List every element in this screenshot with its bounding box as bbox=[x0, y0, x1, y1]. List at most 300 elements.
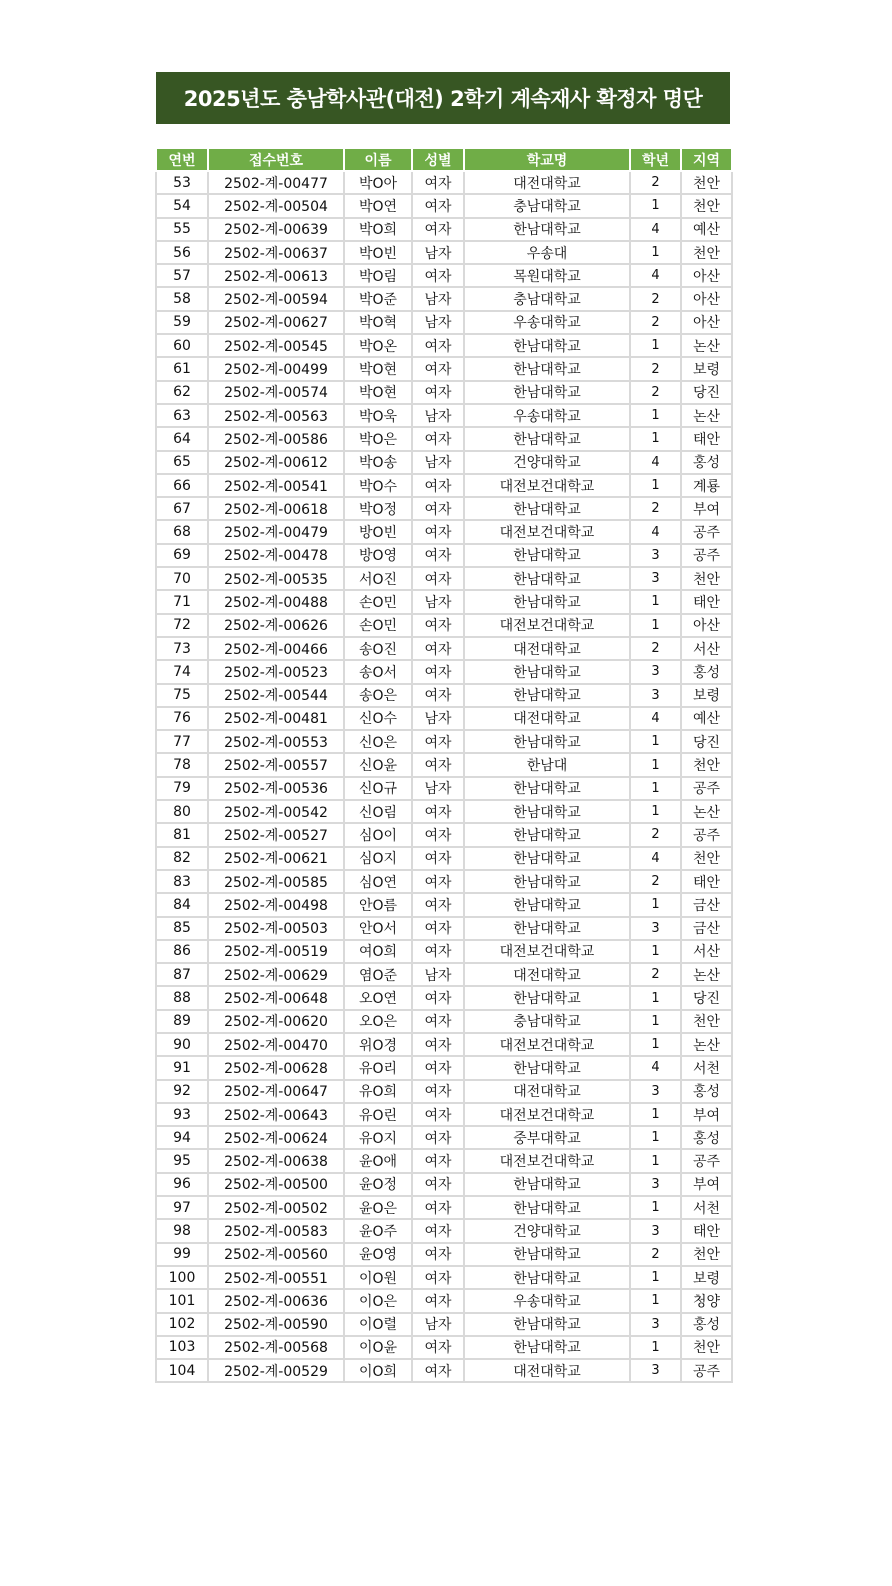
cell-grade: 2 bbox=[630, 171, 681, 194]
cell-grade: 4 bbox=[630, 707, 681, 730]
cell-number: 93 bbox=[156, 1103, 208, 1126]
cell-name: 신O수 bbox=[344, 707, 412, 730]
table-row bbox=[156, 357, 732, 380]
cell-receipt-number: 2502-계-00541 bbox=[208, 474, 344, 497]
cell-name: 윤O애 bbox=[344, 1149, 412, 1172]
table-row bbox=[156, 520, 732, 543]
cell-name: 서O진 bbox=[344, 567, 412, 590]
cell-receipt-number: 2502-계-00563 bbox=[208, 404, 344, 427]
cell-school: 우송대학교 bbox=[464, 1289, 630, 1312]
cell-region: 홍성 bbox=[681, 1313, 732, 1336]
cell-gender: 여자 bbox=[412, 730, 464, 753]
cell-gender: 여자 bbox=[412, 1103, 464, 1126]
cell-name: 위O경 bbox=[344, 1033, 412, 1056]
cell-name: 박O희 bbox=[344, 218, 412, 241]
cell-number: 70 bbox=[156, 567, 208, 590]
cell-grade: 1 bbox=[630, 1149, 681, 1172]
cell-receipt-number: 2502-계-00639 bbox=[208, 218, 344, 241]
cell-region: 천안 bbox=[681, 1010, 732, 1033]
cell-receipt-number: 2502-계-00536 bbox=[208, 777, 344, 800]
cell-name: 유O린 bbox=[344, 1103, 412, 1126]
cell-number: 67 bbox=[156, 497, 208, 520]
cell-receipt-number: 2502-계-00503 bbox=[208, 917, 344, 940]
cell-grade: 1 bbox=[630, 1033, 681, 1056]
cell-number: 64 bbox=[156, 427, 208, 450]
cell-region: 예산 bbox=[681, 707, 732, 730]
cell-region: 천안 bbox=[681, 567, 732, 590]
table-row bbox=[156, 241, 732, 264]
cell-number: 62 bbox=[156, 381, 208, 404]
cell-gender: 남자 bbox=[412, 311, 464, 334]
cell-grade: 2 bbox=[630, 381, 681, 404]
cell-school: 한남대학교 bbox=[464, 1243, 630, 1266]
cell-region: 청양 bbox=[681, 1289, 732, 1312]
cell-region: 서천 bbox=[681, 1196, 732, 1219]
cell-name: 박O준 bbox=[344, 287, 412, 310]
cell-name: 박O아 bbox=[344, 171, 412, 194]
table-row bbox=[156, 1080, 732, 1103]
table-row bbox=[156, 334, 732, 357]
cell-school: 한남대학교 bbox=[464, 497, 630, 520]
table-row bbox=[156, 404, 732, 427]
cell-grade: 1 bbox=[630, 241, 681, 264]
cell-name: 박O온 bbox=[344, 334, 412, 357]
cell-number: 74 bbox=[156, 660, 208, 683]
cell-number: 103 bbox=[156, 1336, 208, 1359]
cell-gender: 남자 bbox=[412, 241, 464, 264]
cell-gender: 여자 bbox=[412, 264, 464, 287]
cell-gender: 여자 bbox=[412, 520, 464, 543]
cell-gender: 여자 bbox=[412, 218, 464, 241]
cell-gender: 여자 bbox=[412, 1010, 464, 1033]
table-row bbox=[156, 1033, 732, 1056]
table-row bbox=[156, 194, 732, 217]
cell-gender: 여자 bbox=[412, 893, 464, 916]
cell-school: 한남대학교 bbox=[464, 1266, 630, 1289]
cell-gender: 여자 bbox=[412, 986, 464, 1009]
cell-receipt-number: 2502-계-00574 bbox=[208, 381, 344, 404]
cell-school: 대전대학교 bbox=[464, 963, 630, 986]
cell-region: 홍성 bbox=[681, 660, 732, 683]
table-row bbox=[156, 218, 732, 241]
cell-name: 박O송 bbox=[344, 451, 412, 474]
cell-receipt-number: 2502-계-00620 bbox=[208, 1010, 344, 1033]
cell-school: 한남대학교 bbox=[464, 1196, 630, 1219]
cell-grade: 4 bbox=[630, 847, 681, 870]
table-row bbox=[156, 311, 732, 334]
table-row bbox=[156, 1149, 732, 1172]
cell-number: 92 bbox=[156, 1080, 208, 1103]
table-row bbox=[156, 427, 732, 450]
cell-gender: 여자 bbox=[412, 544, 464, 567]
cell-region: 공주 bbox=[681, 544, 732, 567]
cell-school: 한남대학교 bbox=[464, 823, 630, 846]
cell-gender: 남자 bbox=[412, 451, 464, 474]
cell-number: 91 bbox=[156, 1056, 208, 1079]
cell-gender: 여자 bbox=[412, 1359, 464, 1382]
cell-grade: 1 bbox=[630, 1336, 681, 1359]
cell-number: 54 bbox=[156, 194, 208, 217]
cell-number: 63 bbox=[156, 404, 208, 427]
cell-region: 금산 bbox=[681, 893, 732, 916]
cell-gender: 여자 bbox=[412, 1126, 464, 1149]
cell-gender: 여자 bbox=[412, 800, 464, 823]
cell-school: 한남대학교 bbox=[464, 777, 630, 800]
cell-region: 천안 bbox=[681, 847, 732, 870]
cell-school: 대전대학교 bbox=[464, 637, 630, 660]
cell-number: 57 bbox=[156, 264, 208, 287]
cell-receipt-number: 2502-계-00466 bbox=[208, 637, 344, 660]
cell-region: 공주 bbox=[681, 1359, 732, 1382]
cell-school: 한남대학교 bbox=[464, 1336, 630, 1359]
cell-grade: 2 bbox=[630, 1243, 681, 1266]
cell-number: 66 bbox=[156, 474, 208, 497]
cell-number: 94 bbox=[156, 1126, 208, 1149]
cell-name: 안O름 bbox=[344, 893, 412, 916]
cell-number: 102 bbox=[156, 1313, 208, 1336]
cell-grade: 4 bbox=[630, 451, 681, 474]
cell-number: 104 bbox=[156, 1359, 208, 1382]
table-row bbox=[156, 474, 732, 497]
table-header bbox=[156, 148, 732, 171]
cell-name: 유O리 bbox=[344, 1056, 412, 1079]
cell-school: 한남대학교 bbox=[464, 1173, 630, 1196]
cell-school: 건양대학교 bbox=[464, 1219, 630, 1242]
cell-region: 서산 bbox=[681, 637, 732, 660]
cell-number: 73 bbox=[156, 637, 208, 660]
cell-number: 81 bbox=[156, 823, 208, 846]
cell-school: 대전보건대학교 bbox=[464, 614, 630, 637]
cell-school: 대전보건대학교 bbox=[464, 1149, 630, 1172]
cell-school: 대전대학교 bbox=[464, 171, 630, 194]
cell-name: 박O욱 bbox=[344, 404, 412, 427]
table-row bbox=[156, 1289, 732, 1312]
table-row bbox=[156, 264, 732, 287]
cell-number: 53 bbox=[156, 171, 208, 194]
cell-number: 68 bbox=[156, 520, 208, 543]
cell-school: 우송대학교 bbox=[464, 311, 630, 334]
cell-receipt-number: 2502-계-00636 bbox=[208, 1289, 344, 1312]
cell-gender: 여자 bbox=[412, 637, 464, 660]
cell-grade: 3 bbox=[630, 567, 681, 590]
cell-school: 한남대학교 bbox=[464, 218, 630, 241]
cell-number: 97 bbox=[156, 1196, 208, 1219]
cell-grade: 1 bbox=[630, 1126, 681, 1149]
cell-number: 99 bbox=[156, 1243, 208, 1266]
cell-name: 윤O주 bbox=[344, 1219, 412, 1242]
cell-receipt-number: 2502-계-00613 bbox=[208, 264, 344, 287]
column-header-receipt-number: 접수번호 bbox=[208, 148, 344, 171]
cell-number: 86 bbox=[156, 940, 208, 963]
cell-name: 손O민 bbox=[344, 614, 412, 637]
table-row bbox=[156, 171, 732, 194]
cell-region: 아산 bbox=[681, 287, 732, 310]
cell-region: 논산 bbox=[681, 963, 732, 986]
cell-school: 대전보건대학교 bbox=[464, 1103, 630, 1126]
cell-number: 75 bbox=[156, 684, 208, 707]
table-row bbox=[156, 730, 732, 753]
cell-region: 홍성 bbox=[681, 1126, 732, 1149]
cell-number: 90 bbox=[156, 1033, 208, 1056]
cell-name: 신O윤 bbox=[344, 753, 412, 776]
cell-school: 한남대 bbox=[464, 753, 630, 776]
cell-name: 이O희 bbox=[344, 1359, 412, 1382]
cell-number: 56 bbox=[156, 241, 208, 264]
table-row bbox=[156, 823, 732, 846]
cell-receipt-number: 2502-계-00488 bbox=[208, 590, 344, 613]
cell-gender: 여자 bbox=[412, 1033, 464, 1056]
cell-gender: 여자 bbox=[412, 684, 464, 707]
cell-region: 서산 bbox=[681, 940, 732, 963]
cell-gender: 여자 bbox=[412, 1173, 464, 1196]
cell-number: 77 bbox=[156, 730, 208, 753]
cell-grade: 1 bbox=[630, 334, 681, 357]
cell-grade: 1 bbox=[630, 730, 681, 753]
cell-receipt-number: 2502-계-00470 bbox=[208, 1033, 344, 1056]
cell-school: 대전보건대학교 bbox=[464, 474, 630, 497]
cell-name: 송O서 bbox=[344, 660, 412, 683]
cell-region: 예산 bbox=[681, 218, 732, 241]
cell-region: 논산 bbox=[681, 404, 732, 427]
cell-number: 89 bbox=[156, 1010, 208, 1033]
column-header-name: 이름 bbox=[344, 148, 412, 171]
cell-number: 65 bbox=[156, 451, 208, 474]
cell-school: 한남대학교 bbox=[464, 544, 630, 567]
cell-school: 한남대학교 bbox=[464, 357, 630, 380]
cell-grade: 4 bbox=[630, 1056, 681, 1079]
cell-receipt-number: 2502-계-00648 bbox=[208, 986, 344, 1009]
cell-school: 대전보건대학교 bbox=[464, 940, 630, 963]
cell-region: 홍성 bbox=[681, 451, 732, 474]
cell-gender: 여자 bbox=[412, 1336, 464, 1359]
cell-gender: 여자 bbox=[412, 334, 464, 357]
table-row bbox=[156, 1173, 732, 1196]
cell-name: 이O윤 bbox=[344, 1336, 412, 1359]
cell-gender: 여자 bbox=[412, 357, 464, 380]
table-row bbox=[156, 660, 732, 683]
cell-school: 한남대학교 bbox=[464, 660, 630, 683]
cell-region: 부여 bbox=[681, 1103, 732, 1126]
cell-school: 한남대학교 bbox=[464, 567, 630, 590]
cell-gender: 여자 bbox=[412, 1149, 464, 1172]
cell-school: 한남대학교 bbox=[464, 847, 630, 870]
cell-gender: 여자 bbox=[412, 194, 464, 217]
cell-name: 박O수 bbox=[344, 474, 412, 497]
cell-gender: 남자 bbox=[412, 287, 464, 310]
cell-gender: 남자 bbox=[412, 963, 464, 986]
cell-number: 98 bbox=[156, 1219, 208, 1242]
page-title: 2025년도 충남학사관(대전) 2학기 계속재사 확정자 명단 bbox=[156, 72, 730, 124]
cell-number: 85 bbox=[156, 917, 208, 940]
cell-gender: 여자 bbox=[412, 1080, 464, 1103]
cell-number: 79 bbox=[156, 777, 208, 800]
cell-grade: 1 bbox=[630, 940, 681, 963]
table-row bbox=[156, 986, 732, 1009]
cell-region: 공주 bbox=[681, 823, 732, 846]
cell-receipt-number: 2502-계-00502 bbox=[208, 1196, 344, 1219]
table-row bbox=[156, 870, 732, 893]
cell-name: 이O렬 bbox=[344, 1313, 412, 1336]
cell-receipt-number: 2502-계-00478 bbox=[208, 544, 344, 567]
cell-grade: 3 bbox=[630, 544, 681, 567]
cell-grade: 3 bbox=[630, 684, 681, 707]
column-header-grade: 학년 bbox=[630, 148, 681, 171]
cell-grade: 1 bbox=[630, 800, 681, 823]
cell-grade: 1 bbox=[630, 194, 681, 217]
cell-region: 천안 bbox=[681, 753, 732, 776]
cell-number: 95 bbox=[156, 1149, 208, 1172]
cell-gender: 남자 bbox=[412, 590, 464, 613]
cell-receipt-number: 2502-계-00627 bbox=[208, 311, 344, 334]
cell-receipt-number: 2502-계-00586 bbox=[208, 427, 344, 450]
cell-name: 신O림 bbox=[344, 800, 412, 823]
table-row bbox=[156, 1056, 732, 1079]
cell-region: 천안 bbox=[681, 171, 732, 194]
cell-name: 박O은 bbox=[344, 427, 412, 450]
cell-number: 60 bbox=[156, 334, 208, 357]
cell-name: 오O연 bbox=[344, 986, 412, 1009]
cell-region: 보령 bbox=[681, 684, 732, 707]
cell-region: 논산 bbox=[681, 800, 732, 823]
cell-gender: 여자 bbox=[412, 1056, 464, 1079]
header-row bbox=[156, 148, 732, 171]
cell-gender: 여자 bbox=[412, 753, 464, 776]
cell-gender: 남자 bbox=[412, 777, 464, 800]
cell-region: 당진 bbox=[681, 986, 732, 1009]
cell-grade: 1 bbox=[630, 753, 681, 776]
cell-receipt-number: 2502-계-00545 bbox=[208, 334, 344, 357]
cell-name: 박O혁 bbox=[344, 311, 412, 334]
cell-region: 논산 bbox=[681, 1033, 732, 1056]
cell-name: 심O이 bbox=[344, 823, 412, 846]
cell-receipt-number: 2502-계-00527 bbox=[208, 823, 344, 846]
cell-grade: 1 bbox=[630, 1266, 681, 1289]
table-row bbox=[156, 381, 732, 404]
cell-receipt-number: 2502-계-00529 bbox=[208, 1359, 344, 1382]
cell-name: 신O규 bbox=[344, 777, 412, 800]
cell-grade: 1 bbox=[630, 777, 681, 800]
cell-gender: 여자 bbox=[412, 1243, 464, 1266]
cell-school: 대전보건대학교 bbox=[464, 1033, 630, 1056]
cell-school: 한남대학교 bbox=[464, 730, 630, 753]
table-row bbox=[156, 544, 732, 567]
cell-gender: 여자 bbox=[412, 171, 464, 194]
cell-name: 윤O영 bbox=[344, 1243, 412, 1266]
cell-name: 유O지 bbox=[344, 1126, 412, 1149]
cell-school: 충남대학교 bbox=[464, 194, 630, 217]
table-row bbox=[156, 1196, 732, 1219]
column-header-school: 학교명 bbox=[464, 148, 630, 171]
cell-school: 충남대학교 bbox=[464, 287, 630, 310]
cell-gender: 남자 bbox=[412, 707, 464, 730]
cell-gender: 여자 bbox=[412, 1266, 464, 1289]
cell-receipt-number: 2502-계-00553 bbox=[208, 730, 344, 753]
cell-grade: 2 bbox=[630, 963, 681, 986]
column-header-number: 연번 bbox=[156, 148, 208, 171]
cell-grade: 3 bbox=[630, 1173, 681, 1196]
table-row bbox=[156, 637, 732, 660]
cell-receipt-number: 2502-계-00626 bbox=[208, 614, 344, 637]
cell-grade: 2 bbox=[630, 311, 681, 334]
cell-grade: 1 bbox=[630, 893, 681, 916]
cell-school: 한남대학교 bbox=[464, 1313, 630, 1336]
cell-number: 71 bbox=[156, 590, 208, 613]
cell-gender: 여자 bbox=[412, 1289, 464, 1312]
cell-number: 61 bbox=[156, 357, 208, 380]
cell-gender: 여자 bbox=[412, 870, 464, 893]
cell-grade: 3 bbox=[630, 1219, 681, 1242]
cell-name: 신O은 bbox=[344, 730, 412, 753]
cell-school: 목원대학교 bbox=[464, 264, 630, 287]
cell-receipt-number: 2502-계-00560 bbox=[208, 1243, 344, 1266]
cell-name: 이O은 bbox=[344, 1289, 412, 1312]
cell-grade: 3 bbox=[630, 1313, 681, 1336]
cell-gender: 여자 bbox=[412, 847, 464, 870]
table-row bbox=[156, 1266, 732, 1289]
table-row bbox=[156, 614, 732, 637]
cell-grade: 1 bbox=[630, 1196, 681, 1219]
cell-school: 중부대학교 bbox=[464, 1126, 630, 1149]
cell-name: 손O민 bbox=[344, 590, 412, 613]
cell-name: 방O빈 bbox=[344, 520, 412, 543]
roster-table bbox=[155, 147, 733, 1383]
cell-school: 한남대학교 bbox=[464, 870, 630, 893]
cell-region: 천안 bbox=[681, 1336, 732, 1359]
cell-grade: 3 bbox=[630, 917, 681, 940]
cell-grade: 1 bbox=[630, 1010, 681, 1033]
cell-name: 안O서 bbox=[344, 917, 412, 940]
cell-receipt-number: 2502-계-00647 bbox=[208, 1080, 344, 1103]
cell-receipt-number: 2502-계-00612 bbox=[208, 451, 344, 474]
cell-school: 한남대학교 bbox=[464, 1056, 630, 1079]
cell-receipt-number: 2502-계-00594 bbox=[208, 287, 344, 310]
cell-name: 송O진 bbox=[344, 637, 412, 660]
table-row bbox=[156, 1313, 732, 1336]
cell-region: 태안 bbox=[681, 1219, 732, 1242]
cell-region: 보령 bbox=[681, 357, 732, 380]
cell-number: 96 bbox=[156, 1173, 208, 1196]
cell-grade: 3 bbox=[630, 660, 681, 683]
cell-region: 홍성 bbox=[681, 1080, 732, 1103]
cell-name: 유O희 bbox=[344, 1080, 412, 1103]
cell-gender: 여자 bbox=[412, 381, 464, 404]
cell-school: 한남대학교 bbox=[464, 590, 630, 613]
cell-region: 공주 bbox=[681, 777, 732, 800]
cell-school: 우송대학교 bbox=[464, 404, 630, 427]
cell-name: 박O림 bbox=[344, 264, 412, 287]
cell-receipt-number: 2502-계-00618 bbox=[208, 497, 344, 520]
cell-region: 천안 bbox=[681, 194, 732, 217]
cell-grade: 2 bbox=[630, 287, 681, 310]
cell-grade: 1 bbox=[630, 614, 681, 637]
cell-receipt-number: 2502-계-00481 bbox=[208, 707, 344, 730]
cell-name: 박O연 bbox=[344, 194, 412, 217]
cell-name: 박O빈 bbox=[344, 241, 412, 264]
cell-school: 한남대학교 bbox=[464, 334, 630, 357]
cell-grade: 4 bbox=[630, 520, 681, 543]
cell-receipt-number: 2502-계-00637 bbox=[208, 241, 344, 264]
cell-region: 아산 bbox=[681, 311, 732, 334]
cell-number: 101 bbox=[156, 1289, 208, 1312]
cell-region: 부여 bbox=[681, 497, 732, 520]
cell-gender: 여자 bbox=[412, 614, 464, 637]
cell-region: 부여 bbox=[681, 1173, 732, 1196]
cell-region: 논산 bbox=[681, 334, 732, 357]
table-row bbox=[156, 847, 732, 870]
cell-receipt-number: 2502-계-00479 bbox=[208, 520, 344, 543]
cell-gender: 여자 bbox=[412, 1219, 464, 1242]
cell-number: 80 bbox=[156, 800, 208, 823]
